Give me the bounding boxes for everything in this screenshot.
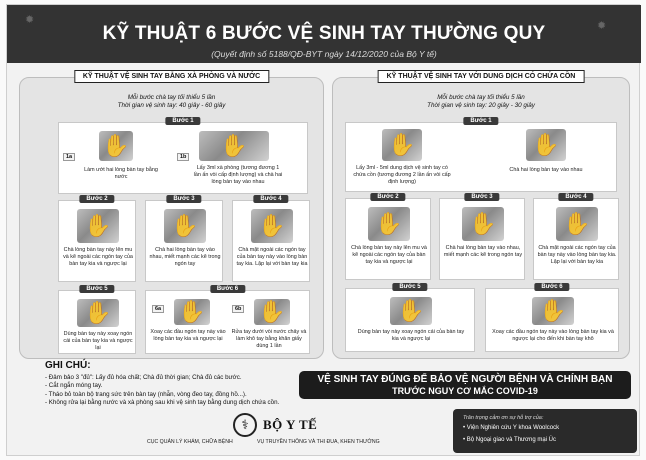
step-1-card: [58, 118, 308, 194]
note-item: - Tháo bỏ toàn bộ trang sức trên bàn tay (nhẫn, vòng đeo tay, đồng hồ...).: [45, 390, 247, 398]
step-2-caption: Chà lòng bàn tay này lên mu và kẽ ngoài các ngón tay của bàn tay kia và ngược lại: [351, 245, 427, 265]
step-6-card: [485, 284, 619, 352]
page-subtitle: (Quyết định số 5188/QĐ-BYT ngày 14/12/2020 của Bộ Y tế): [211, 49, 437, 59]
panel-note-steps: Mỗi bước chà tay tối thiểu 5 lần: [437, 94, 525, 101]
poster: [6, 4, 640, 456]
raised-hand-icon: ✋: [539, 298, 567, 323]
panel-note-time: Thời gian vệ sinh tay: 40 giây - 60 giây: [117, 102, 226, 109]
step-1b-illustration: [199, 131, 269, 161]
raised-hand-icon: ✋: [171, 213, 199, 238]
step-badge: Bước 4: [253, 195, 288, 203]
step-6-illustration: [532, 297, 574, 325]
step-3-caption: Chà hai lòng bàn tay vào nhau, miết mạnh các kẽ trong ngón tay: [443, 245, 523, 258]
sponsors-box: [453, 409, 637, 453]
step-5-card: [58, 286, 136, 354]
step-4-card: [232, 196, 310, 282]
notes-title: GHI CHÚ:: [45, 360, 91, 371]
step-5-card: [345, 284, 475, 352]
step-6a-caption: Xoay các đầu ngón tay này vào lòng bàn tay kia và ngược lại: [150, 329, 226, 342]
raised-hand-icon: ✋: [388, 132, 416, 157]
ministry-logo-icon: ⚕: [233, 413, 257, 437]
step-5-caption: Dùng bàn tay này xoay ngón cái của bàn tay kia và ngược lại: [357, 329, 465, 342]
step-1-card: [345, 118, 617, 192]
sponsor-item: • Viện Nghiên cứu Y khoa Woolcock: [463, 425, 560, 431]
step-badge: Bước 4: [558, 193, 593, 201]
step-badge: Bước 3: [166, 195, 201, 203]
step-3-caption: Chà hai lòng bàn tay vào nhau, miết mạnh các kẽ trong ngón tay: [149, 247, 221, 267]
step-5-caption: Dùng bàn tay này xoay ngón cái của bàn tay kia và ngược lại: [63, 331, 133, 351]
step-1a-caption: Lấy 3ml - 5ml dung dịch vệ sinh tay có chứa cồn (tương đương 2 lần ấn vòi cấp định lượng): [353, 165, 451, 185]
step-4-card: [533, 194, 619, 280]
step-2-caption: Chà lòng bàn tay này lên mu và kẽ ngoài các ngón tay của bàn tay kia và ngược lại: [63, 247, 133, 267]
raised-hand-icon: ✋: [532, 132, 560, 157]
note-item: - Cắt ngắn móng tay.: [45, 382, 103, 390]
virus-icon: ✹: [597, 20, 607, 32]
step-6b-illustration: [254, 299, 290, 325]
panel-title: KỸ THUẬT VỆ SINH TAY BẰNG XÀ PHÒNG VÀ NƯỚC: [74, 70, 269, 83]
step-1a-caption: Làm ướt hai lòng bàn tay bằng nước: [84, 167, 158, 180]
raised-hand-icon: ✋: [563, 211, 591, 236]
raised-hand-icon: ✋: [84, 213, 112, 238]
raised-hand-icon: ✋: [258, 299, 286, 324]
step-6a-label: 6a: [152, 305, 164, 313]
step-1b-caption: Lấy 3ml xà phòng (tương đương 1 lần ấn vòi cấp định lượng) và chà hai lòng bàn tay vào nhau: [193, 165, 283, 185]
step-2-illustration: [77, 209, 119, 243]
slogan-line-2: TRƯỚC NGUY CƠ MẮC COVID-19: [392, 386, 538, 396]
step-1b-label: 1b: [177, 153, 189, 161]
step-badge: Bước 3: [464, 193, 499, 201]
step-3-card: [145, 196, 223, 282]
ministry-name: BỘ Y TẾ: [263, 417, 318, 432]
panel-note-time: Thời gian vệ sinh tay: 20 giây - 30 giây: [427, 102, 535, 109]
note-item: - Không rửa lại bằng nước và xà phòng sau khi vệ sinh tay bằng dung dịch chứa cồn.: [45, 399, 280, 407]
raised-hand-icon: ✋: [469, 211, 497, 236]
raised-hand-icon: ✋: [220, 133, 248, 158]
raised-hand-icon: ✋: [102, 133, 130, 158]
step-badge: Bước 1: [463, 117, 498, 125]
step-2-illustration: [368, 207, 410, 241]
step-6b-caption: Rửa tay dưới vòi nước chảy và làm khô tay bằng khăn giấy dùng 1 lần: [231, 329, 307, 349]
step-6a-illustration: [174, 299, 210, 325]
step-6-caption: Xoay các đầu ngón tay này vào lòng bàn tay kia và ngược lại cho đến khi bàn tay khô: [492, 329, 614, 342]
step-3-card: [439, 194, 525, 280]
raised-hand-icon: ✋: [397, 298, 425, 323]
raised-hand-icon: ✋: [178, 299, 206, 324]
step-4-illustration: [556, 207, 598, 241]
step-1b-caption: Chà hai lòng bàn tay vào nhau: [509, 167, 583, 173]
step-1a-illustration: [99, 131, 133, 161]
step-2-card: [58, 196, 136, 282]
panel-title: KỸ THUẬT VỆ SINH TAY VỚI DUNG DỊCH CÓ CHỨA CỒN: [378, 70, 585, 83]
header: [7, 5, 641, 63]
step-2-card: [345, 194, 431, 280]
raised-hand-icon: ✋: [258, 213, 286, 238]
step-badge: Bước 1: [165, 117, 200, 125]
org-left: CỤC QUẢN LÝ KHÁM, CHỮA BỆNH: [147, 439, 233, 445]
slogan-banner: [299, 371, 631, 399]
step-badge: Bước 6: [210, 285, 245, 293]
step-badge: Bước 2: [370, 193, 405, 201]
step-badge: Bước 5: [392, 283, 427, 291]
step-1a-illustration: [382, 129, 422, 161]
step-5-illustration: [390, 297, 432, 325]
step-5-illustration: [77, 299, 119, 327]
virus-icon: ✹: [25, 14, 35, 26]
org-right: VỤ TRUYỀN THÔNG VÀ THI ĐUA, KHEN THƯỞNG: [257, 439, 380, 445]
page-title: KỸ THUẬT 6 BƯỚC VỆ SINH TAY THƯỜNG QUY: [102, 23, 546, 44]
note-item: - Đảm bảo 3 "đủ": Lấy đủ hóa chất; Chà đủ thời gian; Chà đủ các bước.: [45, 374, 242, 381]
soap-water-panel: [19, 73, 324, 359]
step-6-card: [145, 286, 310, 354]
notes-section: [45, 360, 305, 407]
step-4-illustration: [251, 209, 293, 243]
step-badge: Bước 2: [79, 195, 114, 203]
slogan-line-1: VỆ SINH TAY ĐÚNG ĐỂ BẢO VỆ NGƯỜI BỆNH VÀ CHÍNH BẠN: [317, 374, 613, 385]
alcohol-rub-panel: [332, 73, 630, 359]
sponsor-item: • Bộ Ngoại giao và Thương mại Úc: [463, 437, 556, 443]
step-4-caption: Chà mặt ngoài các ngón tay của bàn tay này vào lòng bàn tay kia. Lặp lại với bàn tay kia: [236, 247, 308, 267]
step-badge: Bước 5: [79, 285, 114, 293]
raised-hand-icon: ✋: [84, 300, 112, 325]
step-4-caption: Chà mặt ngoài các ngón tay của bàn tay này vào lòng bàn tay kia. Lặp lại với bàn tay kia: [537, 245, 617, 265]
step-6b-label: 6b: [232, 305, 244, 313]
step-1a-label: 1a: [63, 153, 75, 161]
step-badge: Bước 6: [534, 283, 569, 291]
panel-note-steps: Mỗi bước chà tay tối thiểu 5 lần: [127, 94, 216, 101]
footer: [7, 405, 641, 457]
raised-hand-icon: ✋: [375, 211, 403, 236]
step-3-illustration: [462, 207, 504, 241]
thanks-label: Trân trọng cảm ơn sự hỗ trợ của:: [463, 415, 544, 421]
step-3-illustration: [164, 209, 206, 243]
step-1b-illustration: [526, 129, 566, 161]
